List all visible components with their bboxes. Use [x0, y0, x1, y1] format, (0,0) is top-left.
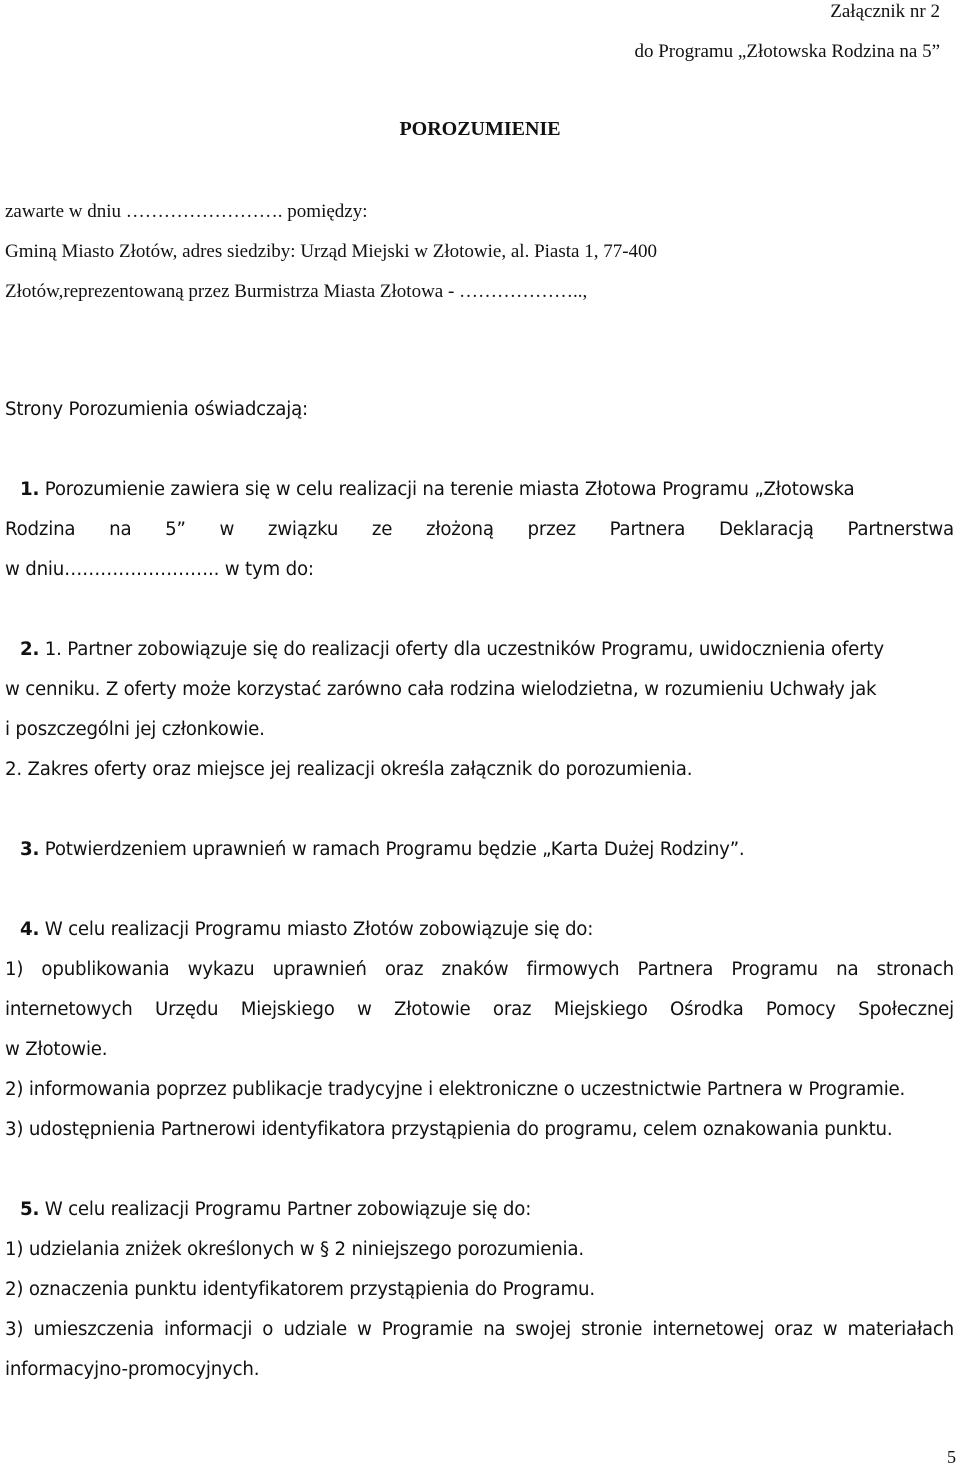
section-1-first-line	[20, 478, 854, 502]
section-4-line-6: 3) udostępnienia Partnerowi identyfikatora przystąpienia do programu, celem oznakowania punktu.	[5, 1119, 893, 1140]
declaration-text: Strony Porozumienia oświadczają:	[5, 399, 308, 420]
intro-date-line: zawarte w dniu ……………………. pomiędzy:	[5, 201, 368, 222]
section-2-first-line	[20, 638, 884, 662]
section-4-line-5: 2) informowania poprzez publikacje tradycyjne i elektroniczne o uczestnictwie Partnera w Programie.	[5, 1079, 906, 1100]
intro-party-line: Gminą Miasto Złotów, adres siedziby: Urząd Miejski w Złotowie, al. Piasta 1, 77-400	[5, 241, 658, 262]
section-5-line-4: 3) umieszczenia informacji o udziale w Programie na swojej stronie internetowej oraz w materiałach	[5, 1319, 954, 1340]
page-number: 5	[947, 1447, 956, 1467]
section-2-number: 2.	[20, 639, 40, 660]
section-2-line-4: 2. Zakres oferty oraz miejsce jej realizacji określa załącznik do porozumienia.	[5, 759, 693, 780]
section-5-number: 5.	[20, 1199, 40, 1220]
section-4-line-2: 1) opublikowania wykazu uprawnień oraz znaków firmowych Partnera Programu na stronach	[5, 959, 954, 980]
section-3-first-line	[20, 838, 745, 862]
section-4-first-line	[20, 918, 593, 942]
program-reference: do Programu „Złotowska Rodzina na 5”	[634, 41, 940, 62]
section-4-text: W celu realizacji Programu miasto Złotów zobowiązuje się do:	[44, 919, 594, 940]
document-title: POROZUMIENIE	[399, 118, 561, 140]
section-2-line-2: w cenniku. Z oferty może korzystać zarówno cała rodzina wielodzietna, w rozumieniu Uchwały jak	[5, 679, 877, 700]
section-2-text: 1. Partner zobowiązuje się do realizacji oferty dla uczestników Programu, uwidocznienia oferty	[44, 639, 884, 660]
intro-representative-line: Złotów,reprezentowaną przez Burmistrza Miasta Złotowa - ………………..,	[5, 281, 588, 302]
section-1-line-2: Rodzina na 5” w związku ze złożoną przez Partnera Deklaracją Partnerstwa	[5, 519, 954, 540]
section-3-text: Potwierdzeniem uprawnień w ramach Programu będzie „Karta Dużej Rodziny”.	[44, 839, 745, 860]
section-1-line-3: w dniu…………………….. w tym do:	[5, 559, 314, 580]
section-2-line-3: i poszczególni jej członkowie.	[5, 719, 265, 740]
section-5-line-2: 1) udzielania zniżek określonych w § 2 niniejszego porozumienia.	[5, 1239, 584, 1260]
section-4-line-3: internetowych Urzędu Miejskiego w Złotowie oraz Miejskiego Ośrodka Pomocy Społecznej	[5, 999, 954, 1020]
section-5-text: W celu realizacji Programu Partner zobowiązuje się do:	[44, 1199, 532, 1220]
section-1-text: Porozumienie zawiera się w celu realizacji na terenie miasta Złotowa Programu „Złotowska	[44, 479, 855, 500]
section-3-number: 3.	[20, 839, 40, 860]
section-1-number: 1.	[20, 479, 40, 500]
attachment-label: Załącznik nr 2	[830, 1, 940, 22]
section-5-line-3: 2) oznaczenia punktu identyfikatorem przystąpienia do Programu.	[5, 1279, 595, 1300]
section-5-first-line	[20, 1198, 531, 1222]
section-4-number: 4.	[20, 919, 40, 940]
section-5-line-5: informacyjno-promocyjnych.	[5, 1359, 260, 1380]
section-4-line-4: w Złotowie.	[5, 1039, 108, 1060]
